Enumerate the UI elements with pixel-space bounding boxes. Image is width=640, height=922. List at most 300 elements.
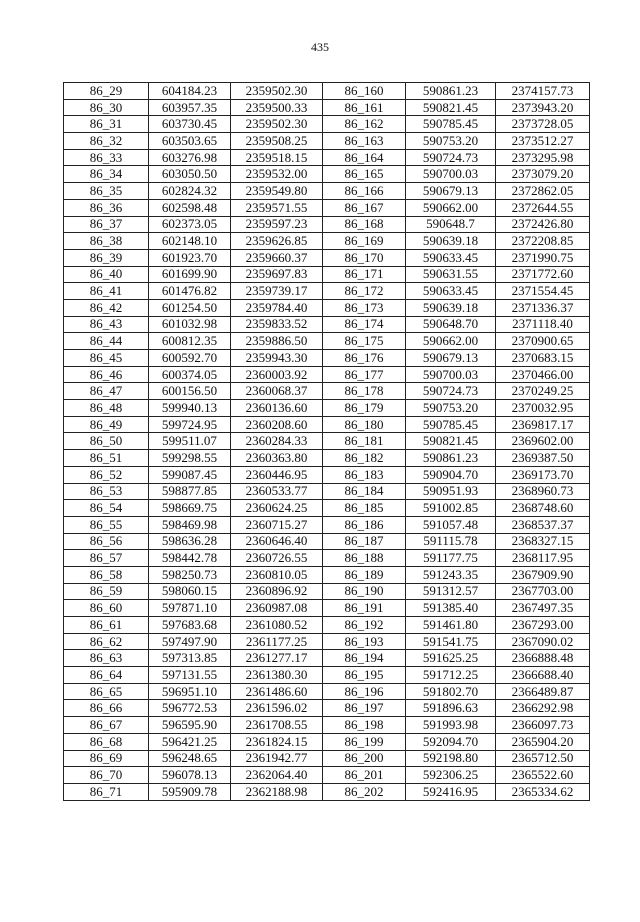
table-cell-point-id-right: 86_186: [323, 516, 406, 533]
table-row: [64, 733, 590, 750]
table-cell-x-coord-right: 590639.18: [406, 233, 496, 250]
table-row: [64, 617, 590, 634]
table-cell-x-coord-right: 590679.13: [406, 350, 496, 367]
table-cell-point-id-left: 86_51: [64, 450, 149, 467]
table-cell-x-coord-left: 603503.65: [149, 133, 231, 150]
table-cell-y-coord-left: 2359508.25: [231, 133, 323, 150]
table-cell-y-coord-right: 2367090.02: [496, 633, 590, 650]
table-cell-y-coord-right: 2371990.75: [496, 249, 590, 266]
table-cell-x-coord-left: 596421.25: [149, 733, 231, 750]
table-cell-point-id-left: 86_42: [64, 299, 149, 316]
table-cell-point-id-right: 86_179: [323, 400, 406, 417]
table-cell-x-coord-left: 600374.05: [149, 366, 231, 383]
table-row: [64, 116, 590, 133]
table-cell-point-id-left: 86_36: [64, 199, 149, 216]
table-cell-y-coord-left: 2361080.52: [231, 617, 323, 634]
table-cell-point-id-left: 86_54: [64, 500, 149, 517]
table-row: [64, 166, 590, 183]
table-cell-y-coord-right: 2368117.95: [496, 550, 590, 567]
table-cell-y-coord-right: 2366888.48: [496, 650, 590, 667]
table-cell-x-coord-right: 590785.45: [406, 116, 496, 133]
table-cell-x-coord-right: 591461.80: [406, 617, 496, 634]
table-row: [64, 466, 590, 483]
table-cell-x-coord-left: 598060.15: [149, 583, 231, 600]
table-cell-x-coord-left: 597131.55: [149, 667, 231, 684]
table-row: [64, 283, 590, 300]
table-cell-x-coord-right: 591802.70: [406, 683, 496, 700]
table-cell-point-id-right: 86_200: [323, 750, 406, 767]
table-cell-point-id-right: 86_198: [323, 717, 406, 734]
table-cell-point-id-right: 86_161: [323, 99, 406, 116]
table-cell-x-coord-right: 590861.23: [406, 450, 496, 467]
table-cell-y-coord-left: 2360646.40: [231, 533, 323, 550]
table-cell-x-coord-right: 590648.7: [406, 216, 496, 233]
table-cell-point-id-right: 86_188: [323, 550, 406, 567]
table-row: [64, 299, 590, 316]
table-cell-point-id-right: 86_170: [323, 249, 406, 266]
table-row: [64, 633, 590, 650]
table-cell-y-coord-left: 2359886.50: [231, 333, 323, 350]
table-cell-x-coord-right: 590951.93: [406, 483, 496, 500]
table-cell-y-coord-right: 2371336.37: [496, 299, 590, 316]
table-cell-point-id-left: 86_59: [64, 583, 149, 600]
table-cell-x-coord-left: 603957.35: [149, 99, 231, 116]
table-cell-point-id-left: 86_50: [64, 433, 149, 450]
table-cell-y-coord-left: 2360896.92: [231, 583, 323, 600]
table-cell-point-id-right: 86_177: [323, 366, 406, 383]
table-cell-y-coord-left: 2359943.30: [231, 350, 323, 367]
table-cell-point-id-left: 86_67: [64, 717, 149, 734]
table-cell-y-coord-right: 2371772.60: [496, 266, 590, 283]
table-cell-point-id-right: 86_197: [323, 700, 406, 717]
table-row: [64, 717, 590, 734]
table-cell-point-id-right: 86_184: [323, 483, 406, 500]
table-cell-point-id-right: 86_202: [323, 783, 406, 800]
table-cell-point-id-left: 86_56: [64, 533, 149, 550]
table-cell-y-coord-right: 2373295.98: [496, 149, 590, 166]
table-cell-y-coord-left: 2362188.98: [231, 783, 323, 800]
table-cell-x-coord-right: 591993.98: [406, 717, 496, 734]
table-cell-point-id-right: 86_175: [323, 333, 406, 350]
table-cell-y-coord-right: 2367703.00: [496, 583, 590, 600]
table-cell-point-id-left: 86_34: [64, 166, 149, 183]
table-cell-point-id-right: 86_165: [323, 166, 406, 183]
table-cell-x-coord-right: 590662.00: [406, 199, 496, 216]
table-cell-point-id-left: 86_29: [64, 83, 149, 100]
table-cell-y-coord-left: 2359739.17: [231, 283, 323, 300]
table-cell-y-coord-right: 2365334.62: [496, 783, 590, 800]
table-row: [64, 566, 590, 583]
table-cell-x-coord-left: 600156.50: [149, 383, 231, 400]
table-cell-x-coord-left: 596951.10: [149, 683, 231, 700]
table-cell-x-coord-left: 598469.98: [149, 516, 231, 533]
table-cell-point-id-left: 86_45: [64, 350, 149, 367]
table-cell-x-coord-left: 603050.50: [149, 166, 231, 183]
table-cell-x-coord-right: 591002.85: [406, 500, 496, 517]
table-cell-x-coord-right: 591057.48: [406, 516, 496, 533]
coordinate-table: [63, 82, 590, 801]
table-cell-y-coord-left: 2361596.02: [231, 700, 323, 717]
table-cell-x-coord-right: 590662.00: [406, 333, 496, 350]
table-row: [64, 249, 590, 266]
table-cell-point-id-right: 86_183: [323, 466, 406, 483]
table-cell-y-coord-right: 2366097.73: [496, 717, 590, 734]
table-cell-point-id-right: 86_174: [323, 316, 406, 333]
table-cell-point-id-right: 86_189: [323, 566, 406, 583]
table-cell-x-coord-left: 599511.07: [149, 433, 231, 450]
table-cell-y-coord-right: 2368748.60: [496, 500, 590, 517]
table-cell-point-id-right: 86_172: [323, 283, 406, 300]
table-cell-point-id-left: 86_60: [64, 600, 149, 617]
table-cell-x-coord-left: 598442.78: [149, 550, 231, 567]
table-cell-point-id-right: 86_201: [323, 767, 406, 784]
table-cell-y-coord-right: 2374157.73: [496, 83, 590, 100]
table-cell-y-coord-right: 2372208.85: [496, 233, 590, 250]
table-cell-point-id-left: 86_30: [64, 99, 149, 116]
table-cell-point-id-right: 86_193: [323, 633, 406, 650]
table-cell-y-coord-left: 2359784.40: [231, 299, 323, 316]
table-row: [64, 650, 590, 667]
table-row: [64, 783, 590, 800]
table-row: [64, 149, 590, 166]
table-cell-point-id-left: 86_33: [64, 149, 149, 166]
table-cell-x-coord-left: 603276.98: [149, 149, 231, 166]
table-cell-x-coord-right: 590648.70: [406, 316, 496, 333]
table-cell-point-id-right: 86_190: [323, 583, 406, 600]
table-cell-point-id-right: 86_168: [323, 216, 406, 233]
table-cell-y-coord-left: 2360533.77: [231, 483, 323, 500]
table-row: [64, 400, 590, 417]
table-cell-point-id-left: 86_58: [64, 566, 149, 583]
table-cell-y-coord-left: 2360715.27: [231, 516, 323, 533]
table-row: [64, 233, 590, 250]
table-cell-point-id-left: 86_57: [64, 550, 149, 567]
table-cell-x-coord-left: 598250.73: [149, 566, 231, 583]
table-cell-y-coord-right: 2370900.65: [496, 333, 590, 350]
table-cell-point-id-left: 86_39: [64, 249, 149, 266]
table-cell-point-id-right: 86_169: [323, 233, 406, 250]
table-cell-y-coord-right: 2371554.45: [496, 283, 590, 300]
table-cell-x-coord-right: 591115.78: [406, 533, 496, 550]
table-cell-y-coord-right: 2369817.17: [496, 416, 590, 433]
table-cell-point-id-right: 86_185: [323, 500, 406, 517]
table-cell-x-coord-right: 591625.25: [406, 650, 496, 667]
table-cell-y-coord-right: 2369173.70: [496, 466, 590, 483]
table-cell-y-coord-right: 2368327.15: [496, 533, 590, 550]
table-cell-y-coord-left: 2359597.23: [231, 216, 323, 233]
table-cell-y-coord-right: 2372426.80: [496, 216, 590, 233]
table-cell-point-id-right: 86_176: [323, 350, 406, 367]
table-cell-point-id-left: 86_49: [64, 416, 149, 433]
table-cell-x-coord-right: 590785.45: [406, 416, 496, 433]
table-cell-y-coord-left: 2360624.25: [231, 500, 323, 517]
table-cell-x-coord-right: 590753.20: [406, 133, 496, 150]
table-row: [64, 183, 590, 200]
table-cell-y-coord-left: 2359833.52: [231, 316, 323, 333]
table-cell-x-coord-left: 596772.53: [149, 700, 231, 717]
table-row: [64, 583, 590, 600]
table-cell-x-coord-right: 591712.25: [406, 667, 496, 684]
table-cell-y-coord-right: 2370032.95: [496, 400, 590, 417]
table-cell-x-coord-left: 602598.48: [149, 199, 231, 216]
table-cell-x-coord-right: 590724.73: [406, 383, 496, 400]
table-cell-y-coord-right: 2372862.05: [496, 183, 590, 200]
table-cell-point-id-left: 86_66: [64, 700, 149, 717]
table-cell-y-coord-right: 2373728.05: [496, 116, 590, 133]
table-cell-x-coord-left: 598877.85: [149, 483, 231, 500]
table-cell-x-coord-right: 590633.45: [406, 249, 496, 266]
table-row: [64, 99, 590, 116]
table-cell-point-id-left: 86_71: [64, 783, 149, 800]
table-cell-y-coord-left: 2360003.92: [231, 366, 323, 383]
table-cell-point-id-right: 86_181: [323, 433, 406, 450]
table-cell-y-coord-left: 2359660.37: [231, 249, 323, 266]
table-cell-x-coord-right: 592094.70: [406, 733, 496, 750]
table-cell-y-coord-left: 2360446.95: [231, 466, 323, 483]
table-cell-point-id-right: 86_173: [323, 299, 406, 316]
table-cell-x-coord-left: 602148.10: [149, 233, 231, 250]
table-row: [64, 600, 590, 617]
table-row: [64, 350, 590, 367]
table-cell-y-coord-right: 2367293.00: [496, 617, 590, 634]
table-row: [64, 333, 590, 350]
table-cell-point-id-right: 86_196: [323, 683, 406, 700]
table-cell-y-coord-right: 2369602.00: [496, 433, 590, 450]
table-cell-point-id-left: 86_37: [64, 216, 149, 233]
table-cell-x-coord-left: 597683.68: [149, 617, 231, 634]
table-row: [64, 500, 590, 517]
table-cell-y-coord-left: 2360284.33: [231, 433, 323, 450]
table-cell-x-coord-left: 595909.78: [149, 783, 231, 800]
table-cell-x-coord-right: 591541.75: [406, 633, 496, 650]
table-cell-y-coord-right: 2368960.73: [496, 483, 590, 500]
table-cell-y-coord-left: 2361486.60: [231, 683, 323, 700]
table-cell-point-id-right: 86_163: [323, 133, 406, 150]
table-cell-x-coord-right: 592198.80: [406, 750, 496, 767]
table-cell-x-coord-left: 598636.28: [149, 533, 231, 550]
table-cell-y-coord-left: 2360363.80: [231, 450, 323, 467]
table-cell-point-id-left: 86_65: [64, 683, 149, 700]
table-cell-x-coord-right: 591385.40: [406, 600, 496, 617]
table-cell-y-coord-left: 2360208.60: [231, 416, 323, 433]
table-cell-x-coord-right: 590861.23: [406, 83, 496, 100]
table-row: [64, 533, 590, 550]
coordinate-table-body: [64, 83, 590, 801]
table-cell-x-coord-left: 599298.55: [149, 450, 231, 467]
table-cell-y-coord-left: 2360726.55: [231, 550, 323, 567]
table-cell-y-coord-right: 2368537.37: [496, 516, 590, 533]
table-cell-y-coord-right: 2366688.40: [496, 667, 590, 684]
table-row: [64, 416, 590, 433]
table-cell-y-coord-left: 2361177.25: [231, 633, 323, 650]
table-cell-x-coord-right: 591312.57: [406, 583, 496, 600]
table-cell-point-id-right: 86_199: [323, 733, 406, 750]
table-cell-x-coord-right: 591896.63: [406, 700, 496, 717]
table-cell-point-id-left: 86_70: [64, 767, 149, 784]
table-row: [64, 316, 590, 333]
table-cell-x-coord-left: 601032.98: [149, 316, 231, 333]
table-cell-point-id-left: 86_64: [64, 667, 149, 684]
table-cell-y-coord-right: 2370683.15: [496, 350, 590, 367]
table-cell-point-id-left: 86_69: [64, 750, 149, 767]
table-cell-y-coord-left: 2359500.33: [231, 99, 323, 116]
table-row: [64, 83, 590, 100]
table-cell-y-coord-left: 2360987.08: [231, 600, 323, 617]
table-cell-y-coord-left: 2360810.05: [231, 566, 323, 583]
table-cell-point-id-left: 86_40: [64, 266, 149, 283]
table-cell-y-coord-right: 2365522.60: [496, 767, 590, 784]
table-row: [64, 516, 590, 533]
table-cell-y-coord-left: 2359549.80: [231, 183, 323, 200]
table-cell-y-coord-left: 2359571.55: [231, 199, 323, 216]
table-cell-point-id-left: 86_52: [64, 466, 149, 483]
table-row: [64, 767, 590, 784]
table-cell-point-id-right: 86_191: [323, 600, 406, 617]
table-cell-y-coord-left: 2361824.15: [231, 733, 323, 750]
table-cell-point-id-left: 86_35: [64, 183, 149, 200]
table-cell-x-coord-left: 599940.13: [149, 400, 231, 417]
table-cell-y-coord-right: 2371118.40: [496, 316, 590, 333]
table-cell-x-coord-left: 596248.65: [149, 750, 231, 767]
table-row: [64, 216, 590, 233]
table-cell-point-id-left: 86_46: [64, 366, 149, 383]
page-number: 435: [311, 40, 329, 54]
table-cell-y-coord-right: 2372644.55: [496, 199, 590, 216]
table-cell-x-coord-right: 590633.45: [406, 283, 496, 300]
table-cell-y-coord-left: 2362064.40: [231, 767, 323, 784]
table-cell-y-coord-left: 2359697.83: [231, 266, 323, 283]
table-cell-point-id-right: 86_164: [323, 149, 406, 166]
table-cell-y-coord-right: 2365904.20: [496, 733, 590, 750]
table-cell-x-coord-left: 599724.95: [149, 416, 231, 433]
table-cell-point-id-left: 86_53: [64, 483, 149, 500]
table-cell-x-coord-right: 590904.70: [406, 466, 496, 483]
table-cell-point-id-right: 86_187: [323, 533, 406, 550]
table-cell-y-coord-left: 2361380.30: [231, 667, 323, 684]
table-cell-y-coord-right: 2370249.25: [496, 383, 590, 400]
table-cell-x-coord-left: 597497.90: [149, 633, 231, 650]
table-cell-x-coord-right: 592306.25: [406, 767, 496, 784]
table-row: [64, 700, 590, 717]
table-row: [64, 133, 590, 150]
table-cell-point-id-left: 86_62: [64, 633, 149, 650]
table-cell-x-coord-right: 590821.45: [406, 99, 496, 116]
table-cell-y-coord-right: 2367497.35: [496, 600, 590, 617]
table-cell-point-id-left: 86_47: [64, 383, 149, 400]
table-cell-y-coord-left: 2360136.60: [231, 400, 323, 417]
table-cell-y-coord-left: 2360068.37: [231, 383, 323, 400]
table-cell-point-id-right: 86_192: [323, 617, 406, 634]
table-cell-y-coord-left: 2361277.17: [231, 650, 323, 667]
table-cell-y-coord-right: 2365712.50: [496, 750, 590, 767]
table-cell-point-id-left: 86_41: [64, 283, 149, 300]
table-cell-point-id-right: 86_195: [323, 667, 406, 684]
table-cell-y-coord-left: 2359626.85: [231, 233, 323, 250]
table-cell-x-coord-left: 601699.90: [149, 266, 231, 283]
table-cell-y-coord-right: 2366489.87: [496, 683, 590, 700]
table-cell-point-id-right: 86_182: [323, 450, 406, 467]
table-cell-point-id-right: 86_194: [323, 650, 406, 667]
table-cell-y-coord-left: 2359502.30: [231, 83, 323, 100]
table-cell-x-coord-right: 590753.20: [406, 400, 496, 417]
table-cell-x-coord-left: 602373.05: [149, 216, 231, 233]
table-cell-x-coord-right: 590700.03: [406, 366, 496, 383]
table-cell-x-coord-right: 592416.95: [406, 783, 496, 800]
table-cell-x-coord-left: 601254.50: [149, 299, 231, 316]
table-cell-x-coord-right: 590700.03: [406, 166, 496, 183]
table-cell-point-id-right: 86_162: [323, 116, 406, 133]
table-cell-y-coord-right: 2366292.98: [496, 700, 590, 717]
table-cell-point-id-left: 86_32: [64, 133, 149, 150]
table-cell-x-coord-right: 590724.73: [406, 149, 496, 166]
table-cell-x-coord-left: 597871.10: [149, 600, 231, 617]
table-row: [64, 683, 590, 700]
table-cell-y-coord-right: 2373943.20: [496, 99, 590, 116]
table-cell-point-id-left: 86_61: [64, 617, 149, 634]
table-row: [64, 550, 590, 567]
table-cell-y-coord-left: 2359502.30: [231, 116, 323, 133]
table-cell-point-id-left: 86_44: [64, 333, 149, 350]
table-cell-x-coord-right: 590679.13: [406, 183, 496, 200]
table-cell-point-id-left: 86_43: [64, 316, 149, 333]
table-cell-y-coord-left: 2359532.00: [231, 166, 323, 183]
table-cell-x-coord-left: 598669.75: [149, 500, 231, 517]
table-cell-y-coord-right: 2369387.50: [496, 450, 590, 467]
table-cell-y-coord-right: 2373512.27: [496, 133, 590, 150]
table-cell-y-coord-left: 2361708.55: [231, 717, 323, 734]
table-cell-x-coord-left: 601923.70: [149, 249, 231, 266]
table-cell-point-id-right: 86_171: [323, 266, 406, 283]
table-cell-y-coord-right: 2373079.20: [496, 166, 590, 183]
table-cell-x-coord-right: 591177.75: [406, 550, 496, 567]
table-cell-y-coord-right: 2367909.90: [496, 566, 590, 583]
table-row: [64, 266, 590, 283]
table-cell-x-coord-left: 599087.45: [149, 466, 231, 483]
table-row: [64, 433, 590, 450]
table-cell-point-id-left: 86_38: [64, 233, 149, 250]
table-row: [64, 483, 590, 500]
table-cell-point-id-left: 86_31: [64, 116, 149, 133]
table-row: [64, 667, 590, 684]
table-row: [64, 450, 590, 467]
table-cell-point-id-right: 86_166: [323, 183, 406, 200]
table-cell-y-coord-right: 2370466.00: [496, 366, 590, 383]
table-row: [64, 383, 590, 400]
table-cell-y-coord-left: 2361942.77: [231, 750, 323, 767]
table-row: [64, 366, 590, 383]
table-cell-x-coord-left: 602824.32: [149, 183, 231, 200]
table-cell-y-coord-left: 2359518.15: [231, 149, 323, 166]
table-cell-point-id-right: 86_160: [323, 83, 406, 100]
table-cell-x-coord-left: 596078.13: [149, 767, 231, 784]
table-cell-x-coord-left: 600812.35: [149, 333, 231, 350]
table-cell-point-id-left: 86_48: [64, 400, 149, 417]
table-cell-point-id-left: 86_68: [64, 733, 149, 750]
table-cell-x-coord-left: 600592.70: [149, 350, 231, 367]
table-cell-x-coord-right: 591243.35: [406, 566, 496, 583]
table-cell-point-id-left: 86_63: [64, 650, 149, 667]
table-row: [64, 750, 590, 767]
table-cell-x-coord-right: 590639.18: [406, 299, 496, 316]
table-cell-x-coord-left: 603730.45: [149, 116, 231, 133]
table-cell-x-coord-right: 590821.45: [406, 433, 496, 450]
table-cell-point-id-right: 86_167: [323, 199, 406, 216]
table-cell-x-coord-left: 601476.82: [149, 283, 231, 300]
table-cell-point-id-right: 86_180: [323, 416, 406, 433]
table-cell-x-coord-left: 604184.23: [149, 83, 231, 100]
table-cell-point-id-left: 86_55: [64, 516, 149, 533]
table-cell-x-coord-right: 590631.55: [406, 266, 496, 283]
